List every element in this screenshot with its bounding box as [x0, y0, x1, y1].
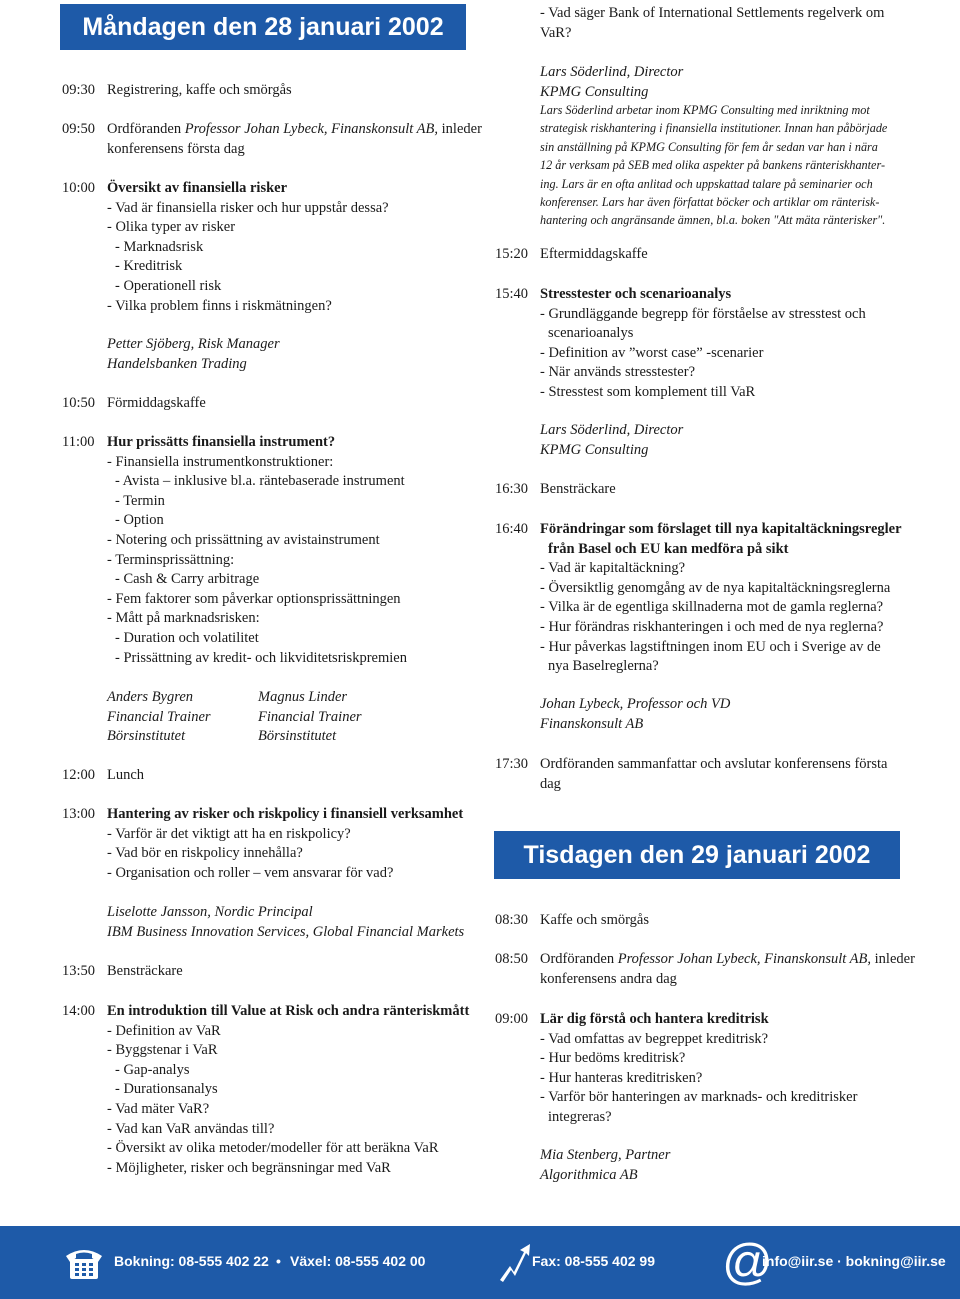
agenda-item	[62, 805, 482, 883]
speaker-line: Financial Trainer	[107, 708, 211, 725]
agenda-line	[107, 1080, 482, 1100]
agenda-line	[540, 755, 915, 775]
agenda-line	[540, 1049, 915, 1069]
agenda-line	[107, 297, 482, 317]
agenda-line	[107, 649, 482, 669]
agenda-line: VaR?	[540, 24, 572, 41]
agenda-time: 08:50	[495, 951, 529, 967]
agenda-time: 15:40	[495, 286, 529, 302]
agenda-line	[107, 511, 482, 531]
agenda-item	[495, 911, 915, 931]
agenda-time: 17:30	[495, 756, 529, 772]
fax-number: Fax: 08-555 402 99	[532, 1253, 655, 1269]
agenda-item	[62, 962, 482, 982]
separator-dot: •	[276, 1253, 281, 1269]
agenda-title: Förändringar som förslaget till nya kapitaltäckningsregler	[540, 521, 902, 537]
speaker-line: Handelsbanken Trading	[107, 355, 247, 372]
agenda-line-text: - Vad mäter VaR?	[107, 1100, 210, 1117]
agenda-line	[540, 383, 915, 403]
agenda-body	[107, 81, 482, 101]
agenda-line-text: Ordföranden	[107, 121, 185, 137]
agenda-line	[107, 453, 482, 473]
agenda-line-text: - Marknadsrisk	[115, 238, 204, 255]
speaker-lars-2	[540, 421, 683, 460]
agenda-line-text: Lunch	[107, 767, 145, 783]
tuesday-banner	[494, 831, 900, 879]
agenda-line	[540, 480, 915, 500]
chairman-name: Professor Johan Lybeck, Finanskonsult AB,	[617, 951, 872, 967]
agenda-line	[107, 238, 482, 258]
agenda-body	[107, 433, 482, 668]
email-addresses: info@iir.se · bokning@iir.se	[762, 1253, 946, 1269]
agenda-time: 09:00	[495, 1011, 529, 1027]
speaker-mia	[540, 1146, 670, 1185]
agenda-line	[107, 472, 482, 492]
agenda-line-text: Förmiddagskaffe	[107, 395, 206, 411]
bio-line: 12 år verksam på SEB med olika aspekter på bankens ränteriskhanter-	[540, 158, 885, 173]
agenda-line	[540, 618, 915, 638]
agenda-line-text: Bensträckare	[107, 963, 183, 979]
agenda-line	[107, 551, 482, 571]
speaker-line: Liselotte Jansson, Nordic Principal	[107, 904, 313, 920]
agenda-line	[540, 1030, 915, 1050]
agenda-time: 15:20	[495, 246, 529, 262]
agenda-time: 08:30	[495, 912, 529, 928]
agenda-line-text: Registrering, kaffe och smörgås	[107, 82, 292, 98]
agenda-line	[107, 1120, 482, 1140]
speaker-line: Anders Bygren	[107, 689, 194, 705]
bio-line: hantering och angränsande ämnen, bl.a. boken "Att mäta ränterisker".	[540, 213, 886, 228]
agenda-line-text: - Finansiella instrumentkonstruktioner:	[107, 453, 334, 470]
agenda-line-text: - Avista – inklusive bl.a. räntebaserade instrument	[115, 473, 405, 490]
agenda-line-text: - Option	[115, 512, 164, 529]
agenda-body	[540, 480, 915, 500]
speaker-line: Financial Trainer	[258, 708, 362, 725]
agenda-line-text: - Vilka problem finns i riskmätningen?	[107, 297, 332, 314]
agenda-item	[495, 245, 915, 265]
agenda-line	[107, 257, 482, 277]
speaker-magnus	[258, 688, 362, 747]
agenda-line-text: - Översikt av olika metoder/modeller för att beräkna VaR	[107, 1140, 439, 1157]
agenda-line-text: - Vad omfattas av begreppet kreditrisk?	[540, 1030, 769, 1047]
agenda-item	[495, 1010, 915, 1128]
agenda-body	[540, 1010, 915, 1128]
agenda-line-text: - Cash & Carry arbitrage	[115, 571, 260, 588]
agenda-time: 09:50	[62, 121, 96, 137]
agenda-title: Hur prissätts finansiella instrument?	[107, 434, 336, 450]
agenda-line-text: - Hur påverkas lagstiftningen inom EU och i Sverige av de	[540, 638, 881, 655]
agenda-line	[540, 324, 915, 344]
agenda-item	[495, 285, 915, 403]
agenda-line-text: inleder	[438, 121, 482, 137]
agenda-body	[107, 766, 482, 786]
agenda-line	[540, 598, 915, 618]
agenda-line-text: - Termin	[115, 492, 165, 509]
bio-line: konferenser. Lars har även författat böcker och artiklar om ränterisk-	[540, 195, 880, 210]
agenda-line-text: dag	[540, 775, 561, 792]
agenda-time: 13:00	[62, 806, 96, 822]
agenda-title: Översikt av finansiella risker	[107, 180, 288, 196]
agenda-line-text: - Byggstenar i VaR	[107, 1042, 218, 1059]
agenda-item	[495, 480, 915, 500]
agenda-line	[540, 1088, 915, 1108]
agenda-item	[62, 433, 482, 668]
agenda-line	[107, 140, 482, 160]
agenda-line	[107, 864, 482, 884]
agenda-line	[107, 825, 482, 845]
speaker-line: Lars Söderlind, Director	[540, 422, 684, 438]
agenda-body	[107, 394, 482, 414]
bio-line: Lars Söderlind arbetar inom KPMG Consulting med inriktning mot	[540, 103, 870, 117]
agenda-line	[107, 218, 482, 238]
agenda-line-text: Ordföranden sammanfattar och avslutar konferensens första	[540, 756, 888, 772]
agenda-line-text: - Vad är kapitaltäckning?	[540, 560, 686, 577]
agenda-item	[62, 1002, 482, 1178]
agenda-line	[107, 844, 482, 864]
bio-line: sin anställning på KPMG Consulting för fem år sedan var han i nära	[540, 139, 878, 154]
agenda-line-text: - Kreditrisk	[115, 258, 183, 275]
agenda-time: 10:50	[62, 395, 96, 411]
agenda-line	[540, 657, 915, 677]
agenda-time: 13:50	[62, 963, 96, 979]
agenda-title: Hantering av risker och riskpolicy i finansiell verksamhet	[107, 806, 464, 822]
agenda-line	[540, 911, 915, 931]
speaker-line: Johan Lybeck, Professor och VD	[540, 696, 731, 712]
agenda-line-text: - Olika typer av risker	[107, 219, 236, 236]
agenda-line	[540, 305, 915, 325]
agenda-time: 16:30	[495, 481, 529, 497]
speaker-line: Algorithmica AB	[540, 1166, 638, 1183]
agenda-line-text: - Operationell risk	[115, 277, 222, 294]
agenda-line-text: Bensträckare	[540, 481, 616, 497]
agenda-line-text: Eftermiddagskaffe	[540, 246, 648, 262]
agenda-title: Stresstester och scenarioanalys	[540, 286, 732, 302]
continued-item	[495, 4, 915, 43]
email-at-icon: @	[722, 1234, 773, 1290]
agenda-item	[62, 120, 482, 159]
agenda-line	[107, 492, 482, 512]
phone-icon	[64, 1242, 104, 1282]
agenda-body	[540, 911, 915, 931]
speaker-lars-1	[540, 63, 683, 102]
agenda-time: 16:40	[495, 521, 529, 537]
footer	[0, 1226, 960, 1299]
agenda-time: 11:00	[62, 434, 95, 450]
agenda-line-text: - Duration och volatilitet	[115, 629, 259, 646]
agenda-line-text: - Definition av VaR	[107, 1022, 221, 1039]
agenda-line-text: - Grundläggande begrepp för förståelse av stresstest och	[540, 305, 866, 322]
agenda-line	[107, 1022, 482, 1042]
agenda-line-text: konferensens första dag	[107, 140, 245, 157]
speaker-line: Petter Sjöberg, Risk Manager	[107, 336, 280, 352]
agenda-title: Lär dig förstå och hantera kreditrisk	[540, 1011, 769, 1027]
agenda-body	[540, 245, 915, 265]
agenda-item	[62, 394, 482, 414]
speaker-liselotte	[107, 903, 464, 942]
agenda-line-text: integreras?	[548, 1108, 612, 1125]
agenda-line-text: nya Baselreglerna?	[548, 658, 659, 675]
chairman-name: Professor Johan Lybeck, Finanskonsult AB,	[184, 121, 439, 137]
agenda-body	[107, 962, 482, 982]
agenda-line-text: - Möjligheter, risker och begränsningar med VaR	[107, 1159, 391, 1176]
agenda-line-text: - Vad bör en riskpolicy innehålla?	[107, 845, 303, 862]
agenda-line	[540, 245, 915, 265]
agenda-line	[107, 1061, 482, 1081]
agenda-line-text: scenarioanalys	[548, 325, 634, 342]
agenda-line	[107, 629, 482, 649]
speaker-line: Lars Söderlind, Director	[540, 64, 684, 80]
agenda-line-text: - Prissättning av kredit- och likviditetsriskpremien	[115, 649, 407, 666]
speaker-line: Mia Stenberg, Partner	[540, 1147, 671, 1163]
agenda-line	[107, 962, 482, 982]
agenda-time: 10:00	[62, 180, 96, 196]
agenda-line-text: - Hur hanteras kreditrisken?	[540, 1069, 703, 1086]
agenda-line	[540, 1069, 915, 1089]
speaker-anders	[107, 688, 211, 747]
agenda-line	[540, 559, 915, 579]
agenda-line-text: - Gap-analys	[115, 1061, 190, 1078]
speaker-line: KPMG Consulting	[540, 83, 649, 100]
agenda-line	[540, 638, 915, 658]
agenda-line	[107, 590, 482, 610]
agenda-line	[107, 277, 482, 297]
agenda-line: - Vad säger Bank of International Settlements regelverk om	[540, 5, 885, 21]
agenda-line-text: - Varför är det viktigt att ha en riskpolicy?	[107, 825, 351, 842]
speaker-bio	[540, 101, 887, 230]
monday-title: Måndagen den 28 januari 2002	[82, 12, 444, 41]
speaker-petter	[107, 335, 280, 374]
speaker-line: KPMG Consulting	[540, 441, 649, 458]
speaker-line: Börsinstitutet	[107, 728, 186, 745]
agenda-line	[107, 570, 482, 590]
agenda-line-text: - Definition av ”worst case” -scenarier	[540, 344, 764, 361]
bio-line: strategisk riskhantering i finansiella institutioner. Innan han påbörjade	[540, 121, 888, 136]
agenda-body	[540, 520, 915, 677]
agenda-item	[495, 755, 915, 794]
agenda-body	[107, 120, 482, 159]
agenda-line-text: - Terminsprissättning:	[107, 551, 235, 568]
agenda-line-text: - Vad är finansiella risker och hur uppstår dessa?	[107, 199, 389, 216]
agenda-body	[540, 285, 915, 403]
agenda-line	[107, 199, 482, 219]
agenda-line	[107, 81, 482, 101]
agenda-line-text: - När används stresstester?	[540, 364, 696, 381]
agenda-line-text: - Vad kan VaR användas till?	[107, 1120, 275, 1137]
agenda-line-text: - Durationsanalys	[115, 1081, 218, 1098]
agenda-line-text: - Notering och prissättning av avistainstrument	[107, 531, 380, 548]
agenda-line-text: Ordföranden	[540, 951, 618, 967]
agenda-line-text: Kaffe och smörgås	[540, 912, 649, 928]
agenda-item	[62, 766, 482, 786]
agenda-line	[107, 531, 482, 551]
agenda-line	[540, 970, 915, 990]
agenda-line-text: - Fem faktorer som påverkar optionsprissättningen	[107, 590, 401, 607]
agenda-time: 09:30	[62, 82, 96, 98]
agenda-time: 12:00	[62, 767, 96, 783]
agenda-body	[540, 755, 915, 794]
tuesday-title: Tisdagen den 29 januari 2002	[523, 840, 871, 869]
speaker-johan	[540, 695, 730, 734]
agenda-line-text: - Översiktlig genomgång av de nya kapitaltäckningsreglerna	[540, 579, 891, 596]
fax-icon	[496, 1240, 532, 1284]
agenda-line-text: - Organisation och roller – vem ansvarar för vad?	[107, 864, 394, 881]
agenda-line-text: - Hur förändras riskhanteringen i och med de nya reglerna?	[540, 618, 884, 635]
agenda-item	[495, 520, 915, 677]
speaker-line: IBM Business Innovation Services, Global Financial Markets	[107, 923, 465, 940]
speaker-line: Börsinstitutet	[258, 728, 337, 745]
agenda-line	[107, 609, 482, 629]
agenda-item	[495, 950, 915, 989]
agenda-body	[107, 805, 482, 883]
agenda-line	[540, 579, 915, 599]
agenda-title: från Basel och EU kan medföra på sikt	[548, 540, 789, 557]
agenda-title: En introduktion till Value at Risk och andra ränteriskmått	[107, 1003, 470, 1019]
agenda-time: 14:00	[62, 1003, 96, 1019]
exchange-phone: Växel: 08-555 402 00	[290, 1253, 426, 1269]
agenda-line	[540, 363, 915, 383]
agenda-line	[540, 950, 915, 970]
agenda-item	[62, 179, 482, 316]
agenda-line	[107, 1100, 482, 1120]
agenda-line	[540, 344, 915, 364]
agenda-line-text: - Mått på marknadsrisken:	[107, 610, 260, 627]
agenda-line-text: - Vilka är de egentliga skillnaderna mot de gamla reglerna?	[540, 599, 884, 616]
agenda-line	[107, 1139, 482, 1159]
agenda-line-text: - Stresstest som komplement till VaR	[540, 383, 756, 400]
agenda-line	[540, 1108, 915, 1128]
monday-banner	[60, 4, 466, 50]
agenda-body	[540, 950, 915, 989]
agenda-line	[107, 394, 482, 414]
agenda-body	[107, 1002, 482, 1178]
agenda-item	[62, 81, 482, 101]
agenda-line-text: inleder	[871, 951, 915, 967]
agenda-line	[107, 1041, 482, 1061]
agenda-line	[107, 766, 482, 786]
speaker-line: Finanskonsult AB	[540, 715, 644, 732]
agenda-line-text: - Hur bedöms kreditrisk?	[540, 1050, 686, 1067]
agenda-line	[540, 775, 915, 795]
bio-line: ing. Lars är en ofta anlitad och uppskattad talare på seminarier och	[540, 176, 873, 191]
agenda-line-text: konferensens andra dag	[540, 970, 677, 987]
agenda-line	[107, 1159, 482, 1179]
agenda-line-text: - Varför bör hanteringen av marknads- och kreditrisker	[540, 1089, 858, 1106]
booking-phone: Bokning: 08-555 402 22	[114, 1253, 269, 1269]
agenda-line	[107, 120, 482, 140]
speaker-line: Magnus Linder	[258, 689, 348, 705]
agenda-body	[107, 179, 482, 316]
